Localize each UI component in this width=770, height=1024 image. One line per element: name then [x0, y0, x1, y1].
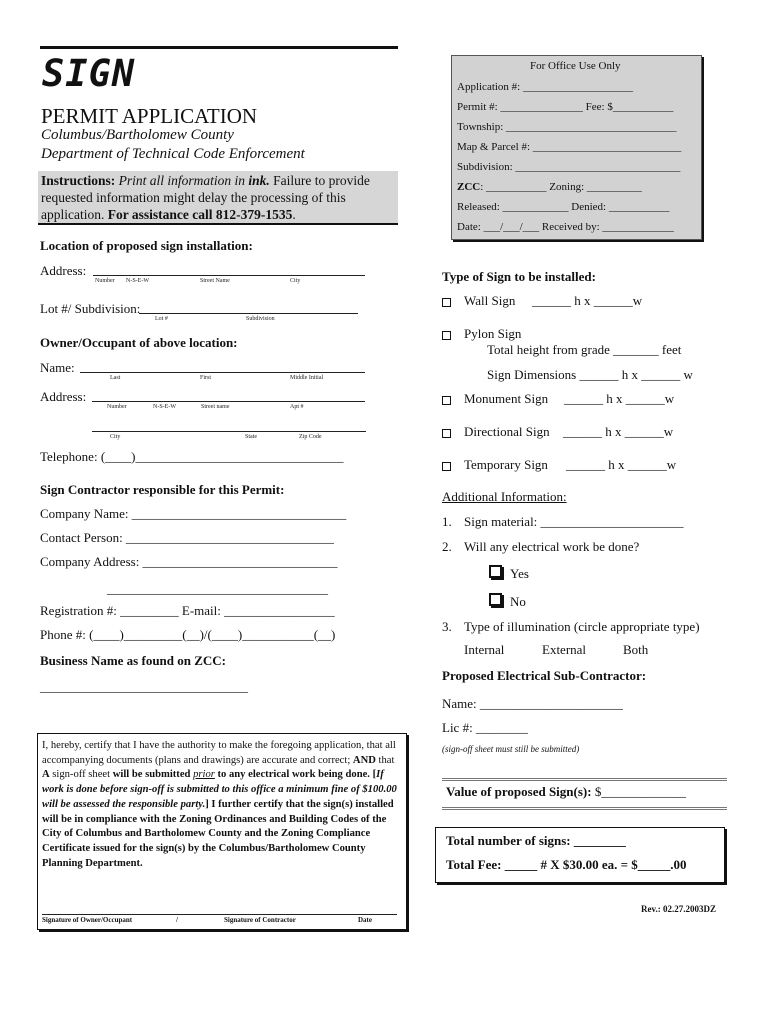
owner-name-line[interactable] [80, 372, 365, 373]
value-of-sign[interactable] [446, 784, 686, 800]
illumination-question: Type of illumination (circle appropriate type) [464, 619, 700, 634]
owner-name-label: Name: [40, 360, 75, 375]
temporary-sign-label: Temporary Sign [464, 457, 548, 472]
office-zcc-rest: : ___________ Zoning: __________ [480, 181, 642, 193]
electrical-yes-checkbox[interactable] [489, 565, 502, 578]
monument-sign-label: Monument Sign [464, 391, 549, 406]
instructions-assist: For assistance call 812-379-1535 [107, 207, 293, 222]
lot-subdivision-label: Lot #/ Subdivision: [40, 301, 141, 316]
instructions-ink: ink. [248, 173, 270, 188]
contractor-registration-email[interactable]: Registration #: _________ E-mail: _________________ [40, 603, 335, 618]
sign-material-field[interactable]: Sign material: ______________________ [464, 514, 684, 529]
contractor-contact-person[interactable]: Contact Person: ________________________________ [40, 530, 334, 545]
q2-number: 2. [442, 539, 452, 554]
signature-line[interactable] [42, 914, 397, 915]
location-address-sub-nsew: N-S-E-W [126, 278, 149, 284]
location-heading: Location of proposed sign installation: [40, 238, 253, 253]
owner-address-sub-street: Street name [201, 404, 230, 410]
instructions-box [38, 171, 398, 225]
signature-owner-label: Signature of Owner/Occupant [42, 916, 133, 924]
office-date-received: Date: ___/___/___ Received by: _____________ [457, 221, 674, 233]
location-address-label: Address: [40, 263, 87, 278]
temporary-sign-checkbox[interactable] [442, 462, 451, 471]
wall-sign-checkbox[interactable] [442, 298, 451, 307]
office-heading: For Office Use Only [530, 60, 621, 72]
signature-contractor-label: Signature of Contractor [224, 916, 296, 924]
permit-application-title: PERMIT APPLICATION [41, 104, 258, 128]
location-address-sub-street: Street Name [200, 278, 230, 284]
sign-type-heading: Type of Sign to be installed: [442, 269, 596, 284]
pylon-sign-checkbox[interactable] [442, 331, 451, 340]
certification-text: I, hereby, certify that I have the authority to make the foregoing application, that all accompanying documents (plans and drawings) are accurate and correct; AND that A sign-off sheet will be submitted prior to any electrical work being done. [If work is done before sign-off is submitted to this office a minimum fine of $100.00 will be assessed the responsible party.] I further certify that the sign(s) installed will be in compliance with the Zoning Ordinances and Building Codes of the City of Columbus and Bartholomew County and the Zoning Compliance Certificate issued for the sign(s) by the Columbus/Bartholomew County Planning Department. [42, 740, 397, 869]
header-rule [40, 46, 398, 49]
wall-sign-dims[interactable]: ______ h x ______w [532, 293, 643, 308]
county-name: Columbus/Bartholomew County [41, 127, 234, 143]
owner-city-line[interactable] [92, 431, 366, 432]
value-label: Value of proposed Sign(s): [446, 784, 592, 799]
location-address-sub-number: Number [95, 278, 115, 284]
owner-name-sub-last: Last [110, 375, 121, 381]
electrical-yes-label: Yes [510, 566, 529, 581]
certification-box [37, 733, 407, 930]
department-name: Department of Technical Code Enforcement [41, 146, 305, 162]
owner-city-sub-zip: Zip Code [299, 434, 322, 440]
owner-address-sub-apt: Apt # [290, 404, 304, 410]
electrical-no-checkbox[interactable] [489, 593, 502, 606]
office-use-box [451, 55, 702, 240]
office-released-denied: Released: ____________ Denied: ___________ [457, 201, 670, 213]
office-permit-fee: Permit #: _______________ Fee: $___________ [457, 101, 674, 113]
office-zcc-label: ZCC [457, 181, 481, 193]
value-field[interactable]: $_____________ [594, 784, 686, 799]
office-subdivision: Subdivision: ______________________________ [457, 161, 681, 173]
contractor-company-name[interactable]: Company Name: _________________________________ [40, 506, 347, 521]
subcontractor-license-field[interactable]: Lic #: ________ [442, 720, 528, 735]
electrical-question: Will any electrical work be done? [464, 539, 640, 554]
value-rule-bottom [442, 807, 727, 810]
q1-number: 1. [442, 514, 452, 529]
monument-sign-dims[interactable]: ______ h x ______w [564, 391, 675, 406]
instructions-print: Print all information in [118, 173, 246, 188]
totals-box [435, 827, 725, 883]
wall-sign-label: Wall Sign [464, 293, 516, 308]
signature-slash: / [176, 916, 178, 924]
q3-number: 3. [442, 619, 452, 634]
illumination-both[interactable]: Both [623, 642, 649, 657]
signature-date-label: Date [358, 916, 372, 924]
lot-subdivision-line[interactable] [139, 313, 358, 314]
owner-name-sub-middle: Middle Initial [290, 375, 324, 381]
temporary-sign-dims[interactable]: ______ h x ______w [566, 457, 677, 472]
contractor-heading: Sign Contractor responsible for this Permit: [40, 482, 285, 497]
owner-address-sub-nsew: N-S-E-W [153, 404, 176, 410]
owner-heading: Owner/Occupant of above location: [40, 335, 238, 350]
owner-address-sub-number: Number [107, 404, 127, 410]
business-name-line[interactable]: ________________________________ [40, 679, 248, 694]
business-name-heading: Business Name as found on ZCC: [40, 653, 227, 668]
subcontractor-name-field[interactable]: Name: ______________________ [442, 696, 623, 711]
office-application-number: Application #: ____________________ [457, 81, 633, 93]
owner-address-label: Address: [40, 389, 87, 404]
electrical-no-label: No [510, 594, 526, 609]
directional-sign-checkbox[interactable] [442, 429, 451, 438]
value-rule-top [442, 778, 727, 781]
illumination-internal[interactable]: Internal [464, 642, 505, 657]
pylon-height[interactable]: Total height from grade _______ feet [487, 342, 682, 357]
instructions-text: Failure to provide requested information might delay the processing of this application. [41, 173, 370, 222]
contractor-address-continued[interactable]: __________________________________ [107, 581, 328, 596]
location-address-line[interactable] [93, 275, 365, 276]
lot-sub-subdivision: Subdivision [246, 316, 275, 322]
location-address-sub-city: City [290, 278, 301, 284]
instructions-period: . [292, 207, 296, 222]
signoff-note: (sign-off sheet must still be submitted) [442, 744, 580, 754]
contractor-company-address[interactable]: Company Address: ______________________________ [40, 554, 338, 569]
owner-city-sub-city: City [110, 434, 121, 440]
office-map-parcel: Map & Parcel #: ___________________________ [457, 141, 682, 153]
sign-title: SIGN [42, 52, 136, 95]
owner-telephone[interactable]: Telephone: (____)________________________________ [40, 449, 344, 464]
office-township: Township: _______________________________ [457, 121, 677, 133]
directional-sign-label: Directional Sign [464, 424, 550, 439]
illumination-external[interactable]: External [542, 642, 587, 657]
office-zcc-zoning [457, 181, 642, 193]
instructions-label: Instructions: [41, 173, 116, 188]
additional-heading: Additional Information: [442, 489, 567, 504]
pylon-sign-label: Pylon Sign [464, 326, 522, 341]
owner-city-sub-state: State [245, 434, 257, 440]
pylon-dims[interactable]: Sign Dimensions ______ h x ______ w [487, 367, 693, 382]
electrical-subcontractor-heading: Proposed Electrical Sub-Contractor: [442, 668, 647, 683]
lot-sub-lot: Lot # [155, 316, 168, 322]
owner-name-sub-first: First [200, 375, 212, 381]
total-number-signs[interactable]: Total number of signs: ________ [446, 833, 626, 848]
owner-address-line[interactable] [92, 401, 365, 402]
monument-sign-checkbox[interactable] [442, 396, 451, 405]
revision-label: Rev.: 02.27.2003DZ [641, 904, 716, 914]
contractor-phone[interactable]: Phone #: (____)_________(__)/(____)___________(__) [40, 627, 336, 642]
total-fee[interactable]: Total Fee: _____ # X $30.00 ea. = $_____.00 [446, 857, 687, 872]
directional-sign-dims[interactable]: ______ h x ______w [563, 424, 674, 439]
